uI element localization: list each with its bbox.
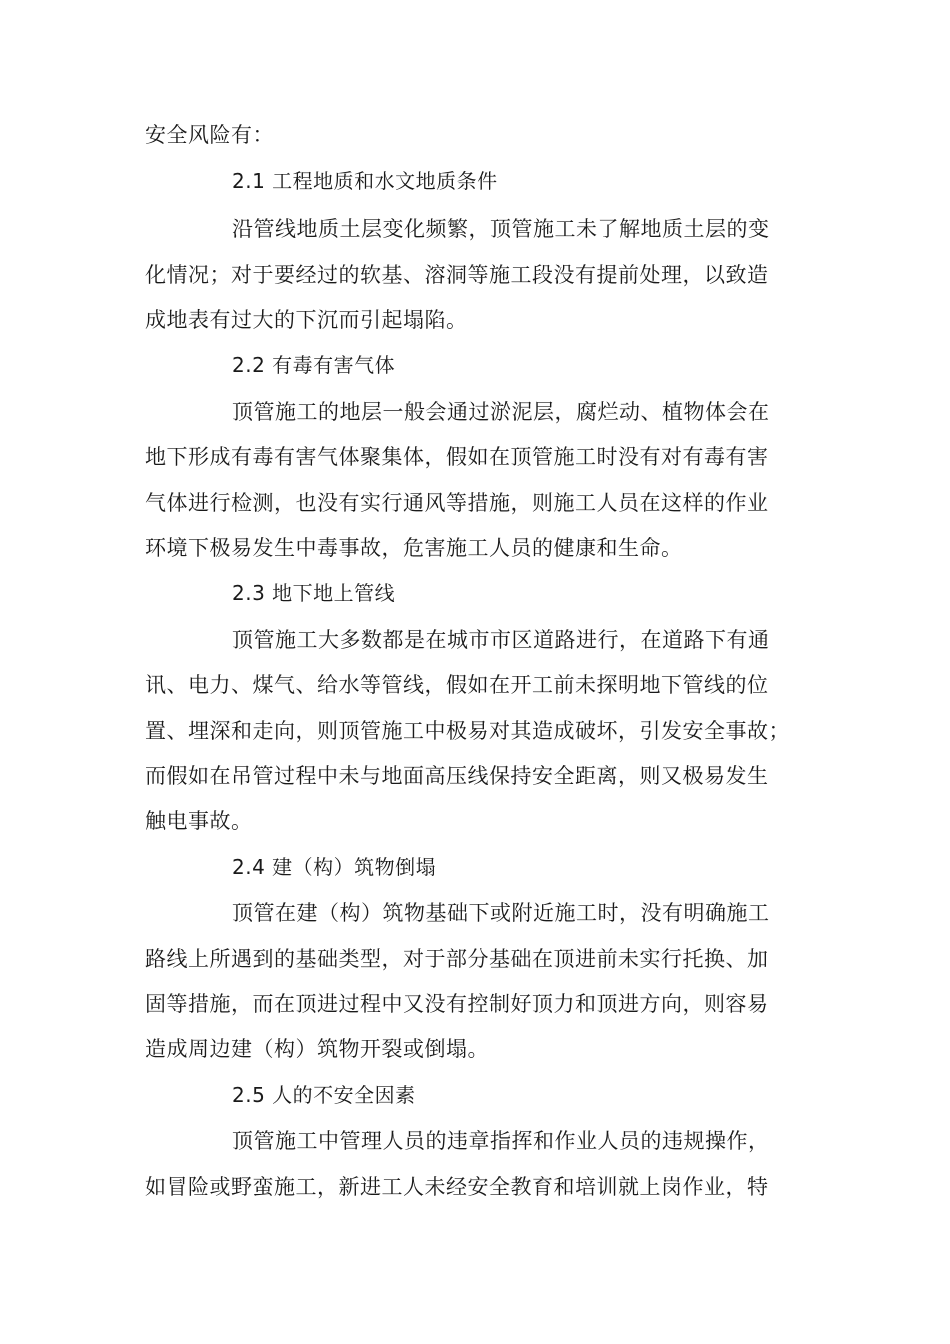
text-line: 安全风险有： [145, 123, 274, 147]
text-line: 环境下极易发生中毒事故，危害施工人员的健康和生命。 [145, 536, 683, 560]
text-line: 沿管线地质土层变化频繁，顶管施工未了解地质土层的变 [232, 217, 770, 241]
text-line: 讯、电力、煤气、给水等管线，假如在开工前未探明地下管线的位 [145, 673, 769, 697]
text-line: 地下形成有毒有害气体聚集体，假如在顶管施工时没有对有毒有害 [145, 445, 769, 469]
section-heading: 2.1 工程地质和水文地质条件 [232, 169, 498, 193]
text-line: 化情况；对于要经过的软基、溶洞等施工段没有提前处理，以致造 [145, 263, 769, 287]
section-heading: 2.3 地下地上管线 [232, 581, 396, 605]
text-line: 如冒险或野蛮施工，新进工人未经安全教育和培训就上岗作业，特 [145, 1175, 769, 1199]
text-line: 成地表有过大的下沉而引起塌陷。 [145, 308, 468, 332]
text-line: 顶管在建（构）筑物基础下或附近施工时，没有明确施工 [232, 901, 770, 925]
text-line: 而假如在吊管过程中未与地面高压线保持安全距离，则又极易发生 [145, 764, 769, 788]
section-heading: 2.2 有毒有害气体 [232, 353, 396, 377]
text-line: 触电事故。 [145, 809, 253, 833]
text-line: 气体进行检测，也没有实行通风等措施，则施工人员在这样的作业 [145, 491, 769, 515]
section-heading: 2.4 建（构）筑物倒塌 [232, 855, 437, 879]
text-line: 造成周边建（构）筑物开裂或倒塌。 [145, 1037, 489, 1061]
text-line: 顶管施工中管理人员的违章指挥和作业人员的违规操作， [232, 1129, 770, 1153]
section-heading: 2.5 人的不安全因素 [232, 1083, 416, 1107]
text-line: 路线上所遇到的基础类型，对于部分基础在顶进前未实行托换、加 [145, 947, 769, 971]
text-line: 固等措施，而在顶进过程中又没有控制好顶力和顶进方向，则容易 [145, 992, 769, 1016]
text-line: 顶管施工的地层一般会通过淤泥层，腐烂动、植物体会在 [232, 400, 770, 424]
text-line: 置、埋深和走向，则顶管施工中极易对其造成破坏，引发安全事故； [145, 719, 790, 743]
text-line: 顶管施工大多数都是在城市市区道路进行，在道路下有通 [232, 628, 770, 652]
